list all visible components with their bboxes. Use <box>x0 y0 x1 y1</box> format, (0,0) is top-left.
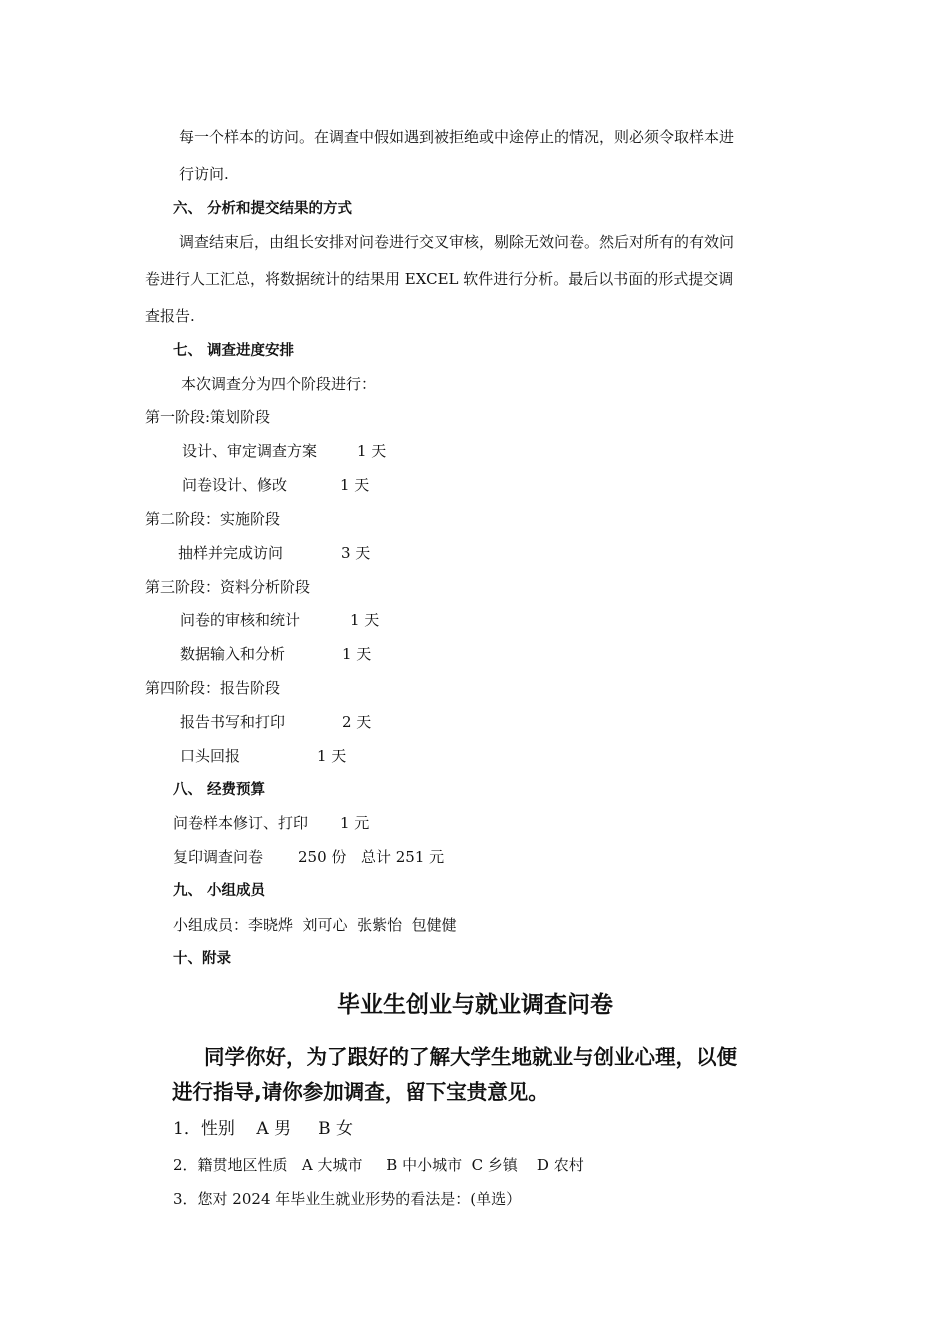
schedule-task: 数据输入和分析 <box>180 645 286 663</box>
budget-item: 问卷样本修订、打印 <box>173 814 309 832</box>
schedule-duration: 1 天 <box>317 747 347 765</box>
question-3: 3．您对 2024 年毕业生就业形势的看法是：(单选） <box>173 1190 522 1208</box>
section-heading-9: 九、 小组成员 <box>173 883 266 899</box>
schedule-duration: 1 天 <box>340 476 370 494</box>
budget-value: 250 份 <box>298 848 347 866</box>
schedule-task: 问卷设计、修改 <box>182 476 288 494</box>
paragraph-line: 行访问. <box>179 165 229 183</box>
schedule-intro: 本次调查分为四个阶段进行： <box>181 375 377 393</box>
schedule-duration: 1 天 <box>342 645 372 663</box>
schedule-duration: 2 天 <box>342 713 372 731</box>
paragraph-line: 每一个样本的访问。在调查中假如遇到被拒绝或中途停止的情况，则必须令取样本进 <box>179 128 735 146</box>
schedule-task: 抽样并完成访问 <box>178 544 284 562</box>
budget-total: 总计 251 元 <box>361 848 445 866</box>
member-list: 小组成员：李晓烨 刘可心 张紫怡 包健健 <box>173 916 457 934</box>
schedule-task: 设计、审定调查方案 <box>182 442 318 460</box>
paragraph-line: 卷进行人工汇总，将数据统计的结果用 EXCEL 软件进行分析。最后以书面的形式提交调 <box>145 270 734 288</box>
survey-title: 毕业生创业与就业调查问卷 <box>337 992 613 1018</box>
stage-heading: 第一阶段:策划阶段 <box>145 408 271 426</box>
survey-intro <box>172 1040 812 1110</box>
question-2: 2．籍贯地区性质 A 大城市 B 中小城市 C 乡镇 D 农村 <box>173 1156 584 1174</box>
section-heading-10: 十、附录 <box>173 951 231 967</box>
section-heading-6: 六、 分析和提交结果的方式 <box>173 201 353 217</box>
schedule-duration: 1 天 <box>350 611 380 629</box>
schedule-task: 口头回报 <box>180 747 241 765</box>
stage-heading: 第三阶段：资料分析阶段 <box>145 578 311 596</box>
question-1: 1．性别 A 男 B 女 <box>173 1119 354 1139</box>
stage-heading: 第四阶段：报告阶段 <box>145 679 281 697</box>
section-heading-7: 七、 调查进度安排 <box>173 343 295 359</box>
schedule-duration: 1 天 <box>357 442 387 460</box>
intro-line: 同学你好，为了跟好的了解大学生地就业与创业心理，以便 <box>204 1045 737 1069</box>
section-heading-8: 八、 经费预算 <box>173 782 266 798</box>
intro-line: 进行指导,请你参加调查，留下宝贵意见。 <box>172 1080 549 1104</box>
schedule-task: 问卷的审核和统计 <box>180 611 301 629</box>
paragraph-line: 调查结束后，由组长安排对问卷进行交叉审核，剔除无效问卷。然后对所有的有效问 <box>179 233 735 251</box>
stage-heading: 第二阶段：实施阶段 <box>145 510 281 528</box>
schedule-duration: 3 天 <box>341 544 371 562</box>
budget-item: 复印调查问卷 <box>173 848 264 866</box>
schedule-task: 报告书写和打印 <box>180 713 286 731</box>
budget-value: 1 元 <box>340 814 370 832</box>
paragraph-line: 查报告. <box>145 307 195 325</box>
